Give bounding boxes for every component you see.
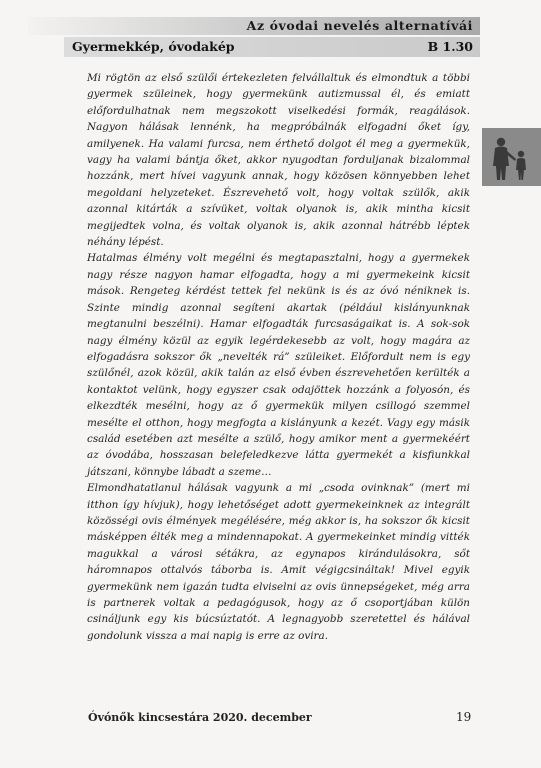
section-code: B 1.30 [427,39,473,54]
side-tab [482,128,541,186]
paragraph-3: Elmondhatatlanul hálásak vagyunk a mi „csoda ovinknak” (mert mi itthon így hívjuk), hogy lehetőséget adott gyermekeinknek az integrált közösségi ovis élmények megélésére, még akkor is, ha sokszor ők kicsit másképpen élték meg a mindennapokat. A gyermekeinket mindig vitték magukkal a városi sétákra, az egynapos kirándulásokra, sőt háromnapos ottalvós táborba is. Amit végigcsináltak! Mivel egyik gyermekünk nem igazán tudta elviselni az ovis ünnepségeket, még arra is partnerek voltak a pedagógusok, hogy az ő csoportjában külön csináljunk egy kis búcsúztatót. A legnagyobb szeretettel és hálával gondolunk vissza a mai napig is erre az ovira. [87,482,470,642]
journal-footer: Óvónők kincsestára 2020. december [88,711,312,724]
paragraph-2: Hatalmas élmény volt megélni és megtapasztalni, hogy a gyermekek nagy része nagyon hamar elfogadta, hogy a mi gyermekeink kicsit mások. Rengeteg kérdést tettek fel nekünk is és az óvó néniknek is. Szinte mindig azonnal segíteni akartak (például kislányunknak megtanulni beszélni). Hamar elfogadták furcsaságaikat is. A sok-sok nagy élmény közül az egyik legérdekesebb az volt, hogy magára az elfogadásra sokszor ők „nevelték rá” szüleiket. Előfordult nem is egy szülőnél, azok közül, akik talán az első évben észrevehetően kerülték a kontaktot velünk, hogy egyszer csak odajöttek hozzánk a folyosón, és elkezdték mesélni, hogy az ő gyermekük milyen csillogó szemmel mesélte el otthon, hogy megfogta a kislányunk a kezét. Vagy egy másik család esetében azt mesélte a szülő, hogy amikor ment a gyermekéért az óvodába, hosszasan belefeledkezve látta gyermekét a kisfiunkkal játszani, könnybe lábadt a szeme… [87,252,470,478]
article-body [87,70,470,644]
series-title: Az óvodai nevelés alternatívái [246,18,473,33]
section-title: Gyermekkép, óvodakép [72,39,235,54]
adult-and-child-icon [482,128,541,186]
paragraph-1: Mi rögtön az első szülői értekezleten felvállaltuk és elmondtuk a többi gyermek szüleinek, hogy gyermekünk autizmussal él, és emiatt előfordulhatnak nem megszokott viselkedési formák, reagálások. Nagyon hálásak lennénk, ha megpróbálnák elfogadni őket így, amilyenek. Ha valami furcsa, nem érthető dolgot él meg a gyermekük, vagy ha valami bántja őket, akkor nyugodtan forduljanak bizalommal hozzánk, mert hívei vagyunk annak, hogy közösen könnyebben lehet megoldani helyzeteket. Észrevehető volt, hogy voltak szülők, akik azonnal kitárták a szívüket, voltak olyanok is, akik mintha kicsit megijedtek volna, és voltak olyanok is, akik azonnal hátrébb léptek néhány lépést. [87,72,470,249]
page-number: 19 [456,710,472,724]
